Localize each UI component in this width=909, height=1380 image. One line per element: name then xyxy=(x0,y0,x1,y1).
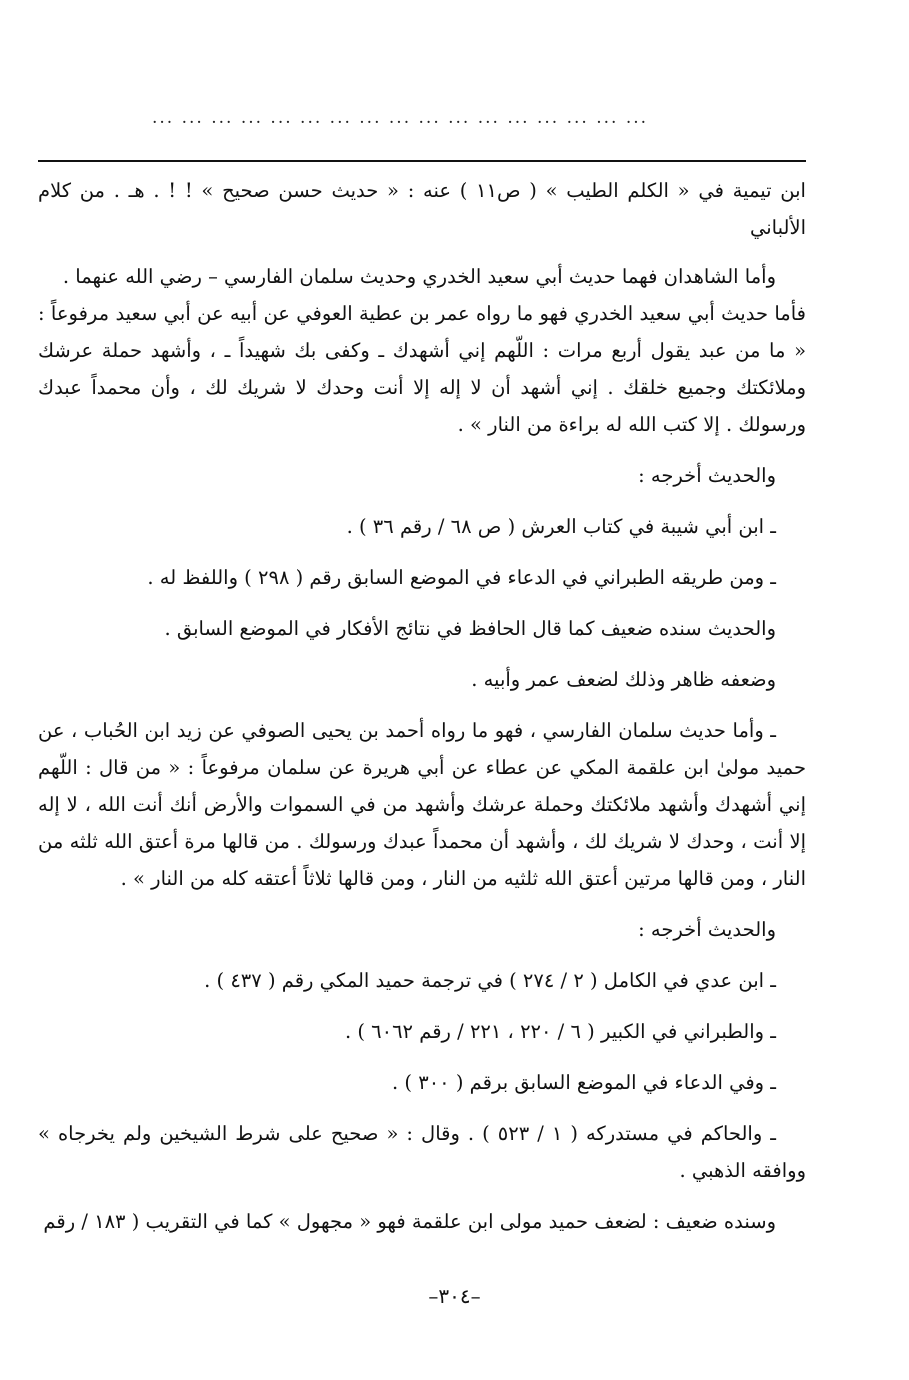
takhrij-heading: والحديث أخرجه : xyxy=(638,464,776,487)
takhrij-heading: والحديث أخرجه : xyxy=(638,918,776,941)
takhrij-item: ـ والحاكم في مستدركه ( ١ / ٥٢٣ ) . وقال : « صحيح على شرط الشيخين ولم يخرجاه » ووافقه الذهبي . xyxy=(38,1122,806,1182)
takhrij-item: ـ وفي الدعاء في الموضع السابق برقم ( ٣٠٠ ) . xyxy=(392,1071,776,1094)
footnote-rule xyxy=(38,160,806,162)
paragraph-final-grading: وسنده ضعيف : لضعف حميد مولى ابن علقمة فهو « مجهول » كما في التقريب ( ١٨٣ / رقم xyxy=(43,1210,776,1233)
footnote-continuation: ابن تيمية في « الكلم الطيب » ( ص١١ ) عنه : « حديث حسن صحيح » ! ! . هـ . من كلام الألباني xyxy=(38,179,806,239)
takhrij-item: ـ ابن عدي في الكامل ( ٢ / ٢٧٤ ) في ترجمة حميد المكي رقم ( ٤٣٧ ) . xyxy=(204,969,776,992)
paragraph-salman-hadith: ـ وأما حديث سلمان الفارسي ، فهو ما رواه أحمد بن يحيى الصوفي عن زيد ابن الحُباب ، عن حميد مولىٰ ابن علقمة المكي عن عطاء عن أبي هريرة عن سلمان مرفوعاً : « من قال : اللّهم إني أشهدك وأشهد ملائكتك وحملة عرشك وأشهد من في السموات والأرض أنك أنت الله ، لا إله إلا أنت ، وحدك لا شريك لك ، وأشهد أن محمداً عبدك ورسولك . من قالها مرة أعتق الله ثلثه من النار ، ومن قالها مرتين أعتق الله ثلثيه من النار ، ومن قالها ثلاثاً أعتقه كله من النار » . xyxy=(38,719,806,890)
takhrij-item: ـ والطبراني في الكبير ( ٦ / ٢٢٠ ، ٢٢١ / رقم ٦٠٦٢ ) . xyxy=(344,1020,776,1043)
paragraph-weakness: وضعفه ظاهر وذلك لضعف عمر وأبيه . xyxy=(471,668,776,691)
page-number: –٣٠٤– xyxy=(428,1284,481,1308)
paragraph-witnesses: وأما الشاهدان فهما حديث أبي سعيد الخدري وحديث سلمان الفارسي – رضي الله عنهما . xyxy=(62,265,776,288)
paragraph-abu-said-hadith: فأما حديث أبي سعيد الخدري فهو ما رواه عمر بن عطية العوفي عن أبيه عن أبي سعيد مرفوعاً : « ما من عبد يقول أربع مرات : اللّهم إني أشهدك ـ وكفى بك شهيداً ـ ، وأشهد حملة عرشك وملائكتك وجميع خلقك . إني أشهد أن لا إله إلا أنت وحدك لا شريك لك ، وأن محمداً عبدك ورسولك . إلا كتب الله له براءة من النار » . xyxy=(38,302,806,436)
paragraph-grading: والحديث سنده ضعيف كما قال الحافظ في نتائج الأفكار في الموضع السابق . xyxy=(164,617,776,640)
page-body xyxy=(38,172,806,1240)
takhrij-item: ـ ابن أبي شيبة في كتاب العرش ( ص ٦٨ / رقم ٣٦ ) . xyxy=(346,515,776,538)
takhrij-item: ـ ومن طريقه الطبراني في الدعاء في الموضع السابق رقم ( ٢٩٨ ) واللفظ له . xyxy=(147,566,776,589)
ellipsis-separator: ... ... ... ... ... ... ... ... ... ... ... ... ... ... ... ... ... xyxy=(151,108,649,128)
